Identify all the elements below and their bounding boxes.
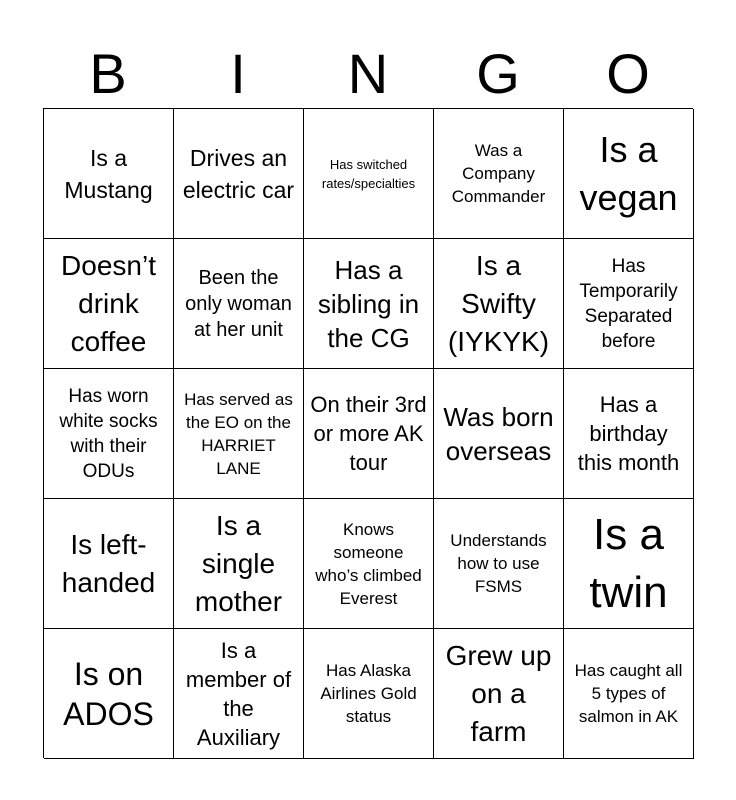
bingo-cell[interactable] (174, 239, 304, 369)
cell-text: On their 3rd or more AK tour (310, 392, 427, 475)
bingo-cell[interactable] (564, 369, 694, 499)
cell-text: Is left-handed (61, 528, 156, 598)
cell-text: Has caught all 5 types of salmon in AK (574, 661, 683, 726)
cell-text: Been the only woman at her unit (185, 266, 292, 341)
header-letter-o: O (606, 42, 650, 105)
header-letter-n: N (347, 42, 389, 105)
cell-text: Understands how to use FSMS (450, 531, 547, 596)
cell-text: Is a Mustang (64, 144, 153, 203)
bingo-cell[interactable] (174, 499, 304, 629)
bingo-cell[interactable] (44, 499, 174, 629)
bingo-header (43, 40, 693, 108)
bingo-cell[interactable] (304, 109, 434, 239)
cell-text: Is a single mother (194, 509, 283, 617)
cell-text: Has a sibling in the CG (317, 254, 420, 353)
bingo-cell[interactable] (434, 499, 564, 629)
bingo-cell[interactable] (434, 369, 564, 499)
bingo-cell[interactable] (304, 499, 434, 629)
cell-text: Has served as the EO on the HARRIET LANE (184, 389, 293, 478)
cell-text: Drives an electric car (182, 144, 295, 203)
header-letter-b: B (89, 42, 127, 105)
cell-text: Has worn white socks with their ODUs (59, 385, 158, 482)
bingo-cell[interactable] (304, 369, 434, 499)
bingo-cell[interactable] (174, 629, 304, 759)
cell-text: Has Alaska Airlines Gold status (320, 661, 417, 726)
bingo-cell[interactable] (434, 629, 564, 759)
cell-text: Was a Company Commander (451, 141, 546, 206)
cell-text: Was born overseas (443, 401, 554, 466)
cell-text: Is a member of the Auxiliary (185, 637, 292, 750)
cell-text: Has Temporarily Separated before (579, 255, 678, 352)
header-letter-g: G (476, 42, 520, 105)
cell-text: Is a Swifty (IYKYK) (447, 249, 550, 357)
cell-text: Has a birthday this month (577, 392, 680, 475)
bingo-cell[interactable] (564, 239, 694, 369)
bingo-cell[interactable] (174, 109, 304, 239)
bingo-cell[interactable] (44, 109, 174, 239)
bingo-cell[interactable] (564, 629, 694, 759)
cell-text: Doesn’t drink coffee (61, 249, 156, 357)
bingo-cell[interactable] (564, 499, 694, 629)
cell-text: Has switched rates/specialties (321, 156, 416, 191)
bingo-cell[interactable] (44, 629, 174, 759)
cell-text: Is a twin (589, 509, 668, 617)
cell-text: Is a vegan (579, 128, 678, 218)
bingo-cell[interactable] (564, 109, 694, 239)
bingo-cell[interactable] (44, 369, 174, 499)
cell-text: Knows someone who’s climbed Everest (315, 519, 422, 608)
cell-text: Grew up on a farm (445, 639, 552, 747)
header-letter-i: I (230, 42, 246, 105)
bingo-cell[interactable] (434, 109, 564, 239)
bingo-cell[interactable] (44, 239, 174, 369)
bingo-cell[interactable] (174, 369, 304, 499)
bingo-cell[interactable] (304, 239, 434, 369)
bingo-cell[interactable] (304, 629, 434, 759)
cell-text: Is on ADOS (63, 655, 154, 732)
bingo-grid (43, 108, 693, 758)
bingo-cell[interactable] (434, 239, 564, 369)
